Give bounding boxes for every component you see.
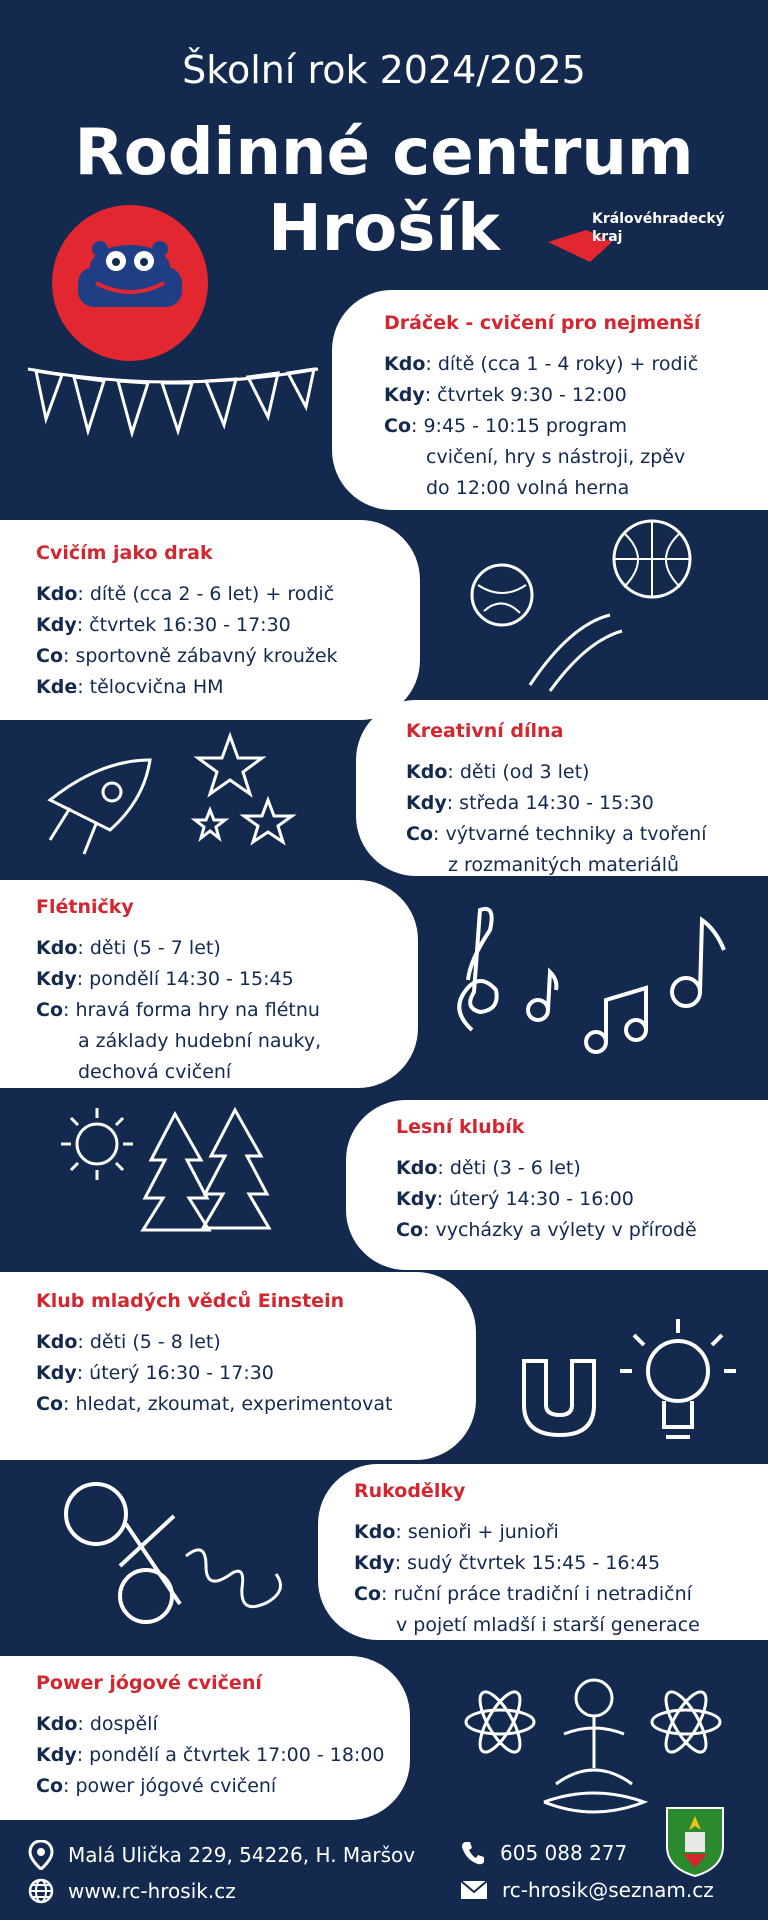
activity-title: Kreativní dílna bbox=[406, 720, 564, 742]
what-value: 9:45 - 10:15 program bbox=[423, 415, 627, 437]
who-row: Kdo : dítě (cca 2 - 6 let) + rodič bbox=[36, 579, 420, 610]
region-logo bbox=[540, 210, 768, 270]
balls-icon bbox=[460, 515, 710, 695]
region-line2: kraj bbox=[592, 229, 623, 245]
region-name bbox=[592, 210, 725, 246]
when-row: Kdy : středa 14:30 - 15:30 bbox=[406, 788, 768, 819]
phone-item[interactable] bbox=[460, 1840, 627, 1866]
what-value: vycházky a výlety v přírodě bbox=[435, 1219, 697, 1241]
activity-card-power-joga bbox=[0, 1656, 410, 1820]
activity-card-dracek bbox=[332, 290, 768, 510]
activity-title: Lesní klubík bbox=[396, 1116, 525, 1138]
address-item bbox=[28, 1840, 415, 1870]
what-row: Co : sportovně zábavný kroužek bbox=[36, 641, 420, 672]
what-row: Co : výtvarné techniky a tvoření bbox=[406, 819, 768, 850]
who-value: dospělí bbox=[89, 1713, 158, 1735]
who-row: Kdo : senioři + junioři bbox=[354, 1517, 768, 1548]
activity-title: Klub mladých vědců Einstein bbox=[36, 1290, 345, 1312]
activity-card-einstein bbox=[0, 1272, 476, 1460]
when-value: úterý 16:30 - 17:30 bbox=[89, 1362, 274, 1384]
what-row: Co : ruční práce tradiční i netradiční bbox=[354, 1579, 768, 1610]
who-row: Kdo : děti (5 - 7 let) bbox=[36, 933, 418, 964]
yoga-atoms-icon bbox=[460, 1672, 730, 1822]
when-value: úterý 14:30 - 16:00 bbox=[449, 1188, 634, 1210]
school-year: Školní rok 2024/2025 bbox=[182, 48, 586, 92]
region-line1: Královéhradecký bbox=[592, 211, 725, 227]
activity-title: Flétničky bbox=[36, 896, 134, 918]
what-row: Co : hledat, zkoumat, experimentovat bbox=[36, 1389, 476, 1420]
where-row: Kde : tělocvična HM bbox=[36, 672, 420, 703]
rocket-stars-icon bbox=[40, 730, 310, 860]
phone-number[interactable]: 605 088 277 bbox=[500, 1841, 628, 1865]
activity-title: Dráček - cvičení pro nejmenší bbox=[384, 312, 701, 334]
who-value: děti (5 - 7 let) bbox=[89, 937, 221, 959]
who-row: Kdo : děti (5 - 8 let) bbox=[36, 1327, 476, 1358]
what-value: power jógové cvičení bbox=[75, 1775, 277, 1797]
title-line2: Hrošík bbox=[268, 192, 500, 266]
activity-title: Cvičím jako drak bbox=[36, 542, 213, 564]
what-row: Co : vycházky a výlety v přírodě bbox=[396, 1215, 768, 1246]
when-value: pondělí 14:30 - 15:45 bbox=[89, 968, 294, 990]
what-value: hledat, zkoumat, experimentovat bbox=[75, 1393, 393, 1415]
web-item[interactable] bbox=[28, 1878, 236, 1904]
what-value-cont: z rozmanitých materiálů bbox=[448, 854, 680, 876]
who-value: senioři + junioři bbox=[407, 1521, 559, 1543]
globe-icon bbox=[28, 1878, 54, 1904]
what-row: Co : 9:45 - 10:15 program bbox=[384, 411, 768, 442]
who-row: Kdo : dospělí bbox=[36, 1709, 410, 1740]
who-value: dítě (cca 1 - 4 roky) + rodič bbox=[437, 353, 699, 375]
email-item[interactable] bbox=[460, 1878, 714, 1902]
hippo-icon bbox=[52, 205, 208, 361]
title-line1: Rodinné centrum bbox=[74, 116, 694, 190]
when-row: Kdy : úterý 16:30 - 17:30 bbox=[36, 1358, 476, 1389]
scissors-icon bbox=[56, 1470, 296, 1640]
when-row: Kdy : pondělí a čtvrtek 17:00 - 18:00 bbox=[36, 1740, 410, 1771]
what-value-cont: cvičení, hry s nástroji, zpěv bbox=[426, 446, 686, 468]
when-value: pondělí a čtvrtek 17:00 - 18:00 bbox=[89, 1744, 385, 1766]
phone-icon bbox=[460, 1840, 486, 1866]
activity-card-lesni-klubik bbox=[346, 1100, 768, 1270]
when-value: sudý čtvrtek 15:45 - 16:45 bbox=[407, 1552, 661, 1574]
what-value-cont: v pojetí mladší i starší generace bbox=[396, 1614, 700, 1636]
who-value: děti (od 3 let) bbox=[459, 761, 590, 783]
activity-card-kreativni-dilna bbox=[356, 700, 768, 876]
magnet-bulb-icon bbox=[506, 1305, 746, 1455]
town-coat-of-arms-icon bbox=[665, 1806, 725, 1878]
activity-title: Power jógové cvičení bbox=[36, 1672, 262, 1694]
when-row: Kdy : čtvrtek 16:30 - 17:30 bbox=[36, 610, 420, 641]
what-row: Co : hravá forma hry na flétnu bbox=[36, 995, 418, 1026]
who-row: Kdo : dítě (cca 1 - 4 roky) + rodič bbox=[384, 349, 768, 380]
sun-trees-icon bbox=[55, 1100, 285, 1240]
who-value: dítě (cca 2 - 6 let) + rodič bbox=[89, 583, 335, 605]
when-value: čtvrtek 16:30 - 17:30 bbox=[89, 614, 291, 636]
who-row: Kdo : děti (3 - 6 let) bbox=[396, 1153, 768, 1184]
what-value: výtvarné techniky a tvoření bbox=[445, 823, 707, 845]
what-row: Co : power jógové cvičení bbox=[36, 1771, 410, 1802]
activity-card-rukodelky bbox=[318, 1464, 768, 1640]
when-value: čtvrtek 9:30 - 12:00 bbox=[437, 384, 627, 406]
what-value-cont: a základy hudební nauky, bbox=[78, 1030, 322, 1052]
when-row: Kdy : pondělí 14:30 - 15:45 bbox=[36, 964, 418, 995]
who-row: Kdo : děti (od 3 let) bbox=[406, 757, 768, 788]
what-value-cont: dechová cvičení bbox=[78, 1061, 232, 1083]
what-value: sportovně zábavný kroužek bbox=[75, 645, 338, 667]
what-value: ruční práce tradiční i netradiční bbox=[393, 1583, 692, 1605]
bunting-icon bbox=[22, 355, 322, 445]
email-link[interactable]: rc-hrosik@seznam.cz bbox=[502, 1878, 714, 1902]
hippo-logo bbox=[52, 205, 208, 361]
address-text: Malá Ulička 229, 54226, H. Maršov bbox=[68, 1843, 416, 1867]
when-row: Kdy : sudý čtvrtek 15:45 - 16:45 bbox=[354, 1548, 768, 1579]
web-link[interactable]: www.rc-hrosik.cz bbox=[68, 1879, 236, 1903]
activity-card-fletnicky bbox=[0, 880, 418, 1088]
activity-card-cvicim-jako-drak bbox=[0, 520, 420, 720]
map-pin-icon bbox=[28, 1840, 54, 1870]
music-notes-icon bbox=[440, 900, 740, 1060]
when-value: středa 14:30 - 15:30 bbox=[459, 792, 654, 814]
mail-icon bbox=[460, 1879, 488, 1901]
when-row: Kdy : úterý 14:30 - 16:00 bbox=[396, 1184, 768, 1215]
where-value: tělocvična HM bbox=[89, 676, 224, 698]
what-value-cont: do 12:00 volná herna bbox=[426, 477, 630, 499]
who-value: děti (3 - 6 let) bbox=[449, 1157, 581, 1179]
what-value: hravá forma hry na flétnu bbox=[75, 999, 320, 1021]
when-row: Kdy : čtvrtek 9:30 - 12:00 bbox=[384, 380, 768, 411]
activity-title: Rukodělky bbox=[354, 1480, 466, 1502]
who-value: děti (5 - 8 let) bbox=[89, 1331, 221, 1353]
footer bbox=[0, 1830, 768, 1920]
